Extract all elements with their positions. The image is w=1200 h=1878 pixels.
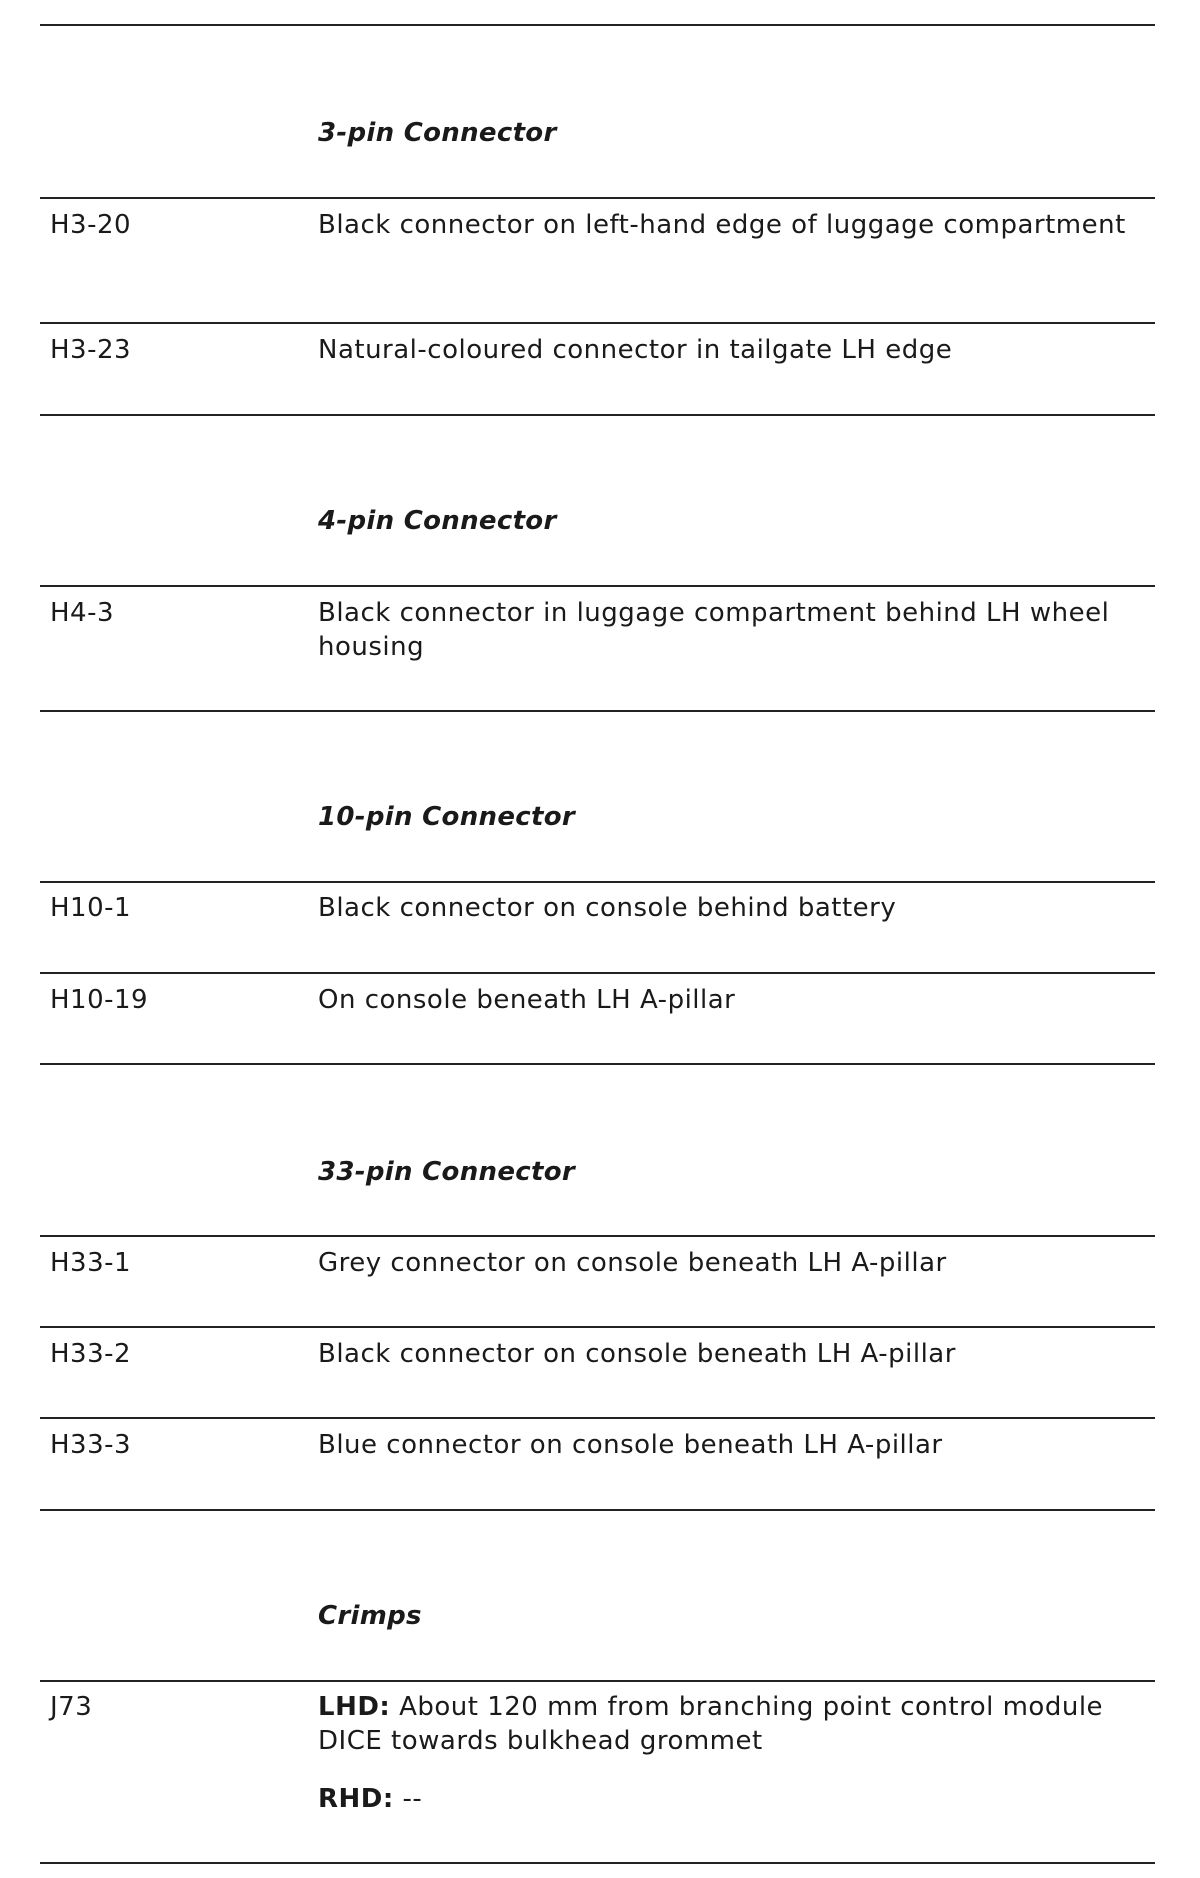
divider xyxy=(40,710,1155,712)
rhd-text: -- xyxy=(402,1784,423,1814)
section-heading-4-pin: 4-pin Connector xyxy=(318,506,557,536)
connector-code: H33-3 xyxy=(50,1430,132,1460)
lhd-label: LHD: xyxy=(318,1692,391,1722)
divider xyxy=(40,1417,1155,1419)
connector-description: On console beneath LH A-pillar xyxy=(318,985,736,1015)
divider xyxy=(40,1063,1155,1065)
divider xyxy=(40,414,1155,416)
section-heading-3-pin: 3-pin Connector xyxy=(318,118,557,148)
divider xyxy=(40,585,1155,587)
connector-description: Black connector in luggage compartment behind LH wheel housing xyxy=(318,598,1110,662)
lhd-text: About 120 mm from branching point control module DICE towards bulkhead grommet xyxy=(318,1692,1104,1756)
connector-description: Natural-coloured connector in tailgate LH edge xyxy=(318,335,953,365)
crimp-code: J73 xyxy=(50,1692,93,1722)
divider xyxy=(40,972,1155,974)
connector-description: Blue connector on console beneath LH A-pillar xyxy=(318,1430,943,1460)
connector-code: H10-1 xyxy=(50,893,132,923)
divider xyxy=(40,1862,1155,1864)
divider xyxy=(40,881,1155,883)
connector-code: H4-3 xyxy=(50,598,115,628)
connector-description: Black connector on console behind battery xyxy=(318,893,897,923)
connector-code: H10-19 xyxy=(50,985,149,1015)
connector-description: Black connector on left-hand edge of luggage compartment xyxy=(318,210,1126,240)
connector-description: Black connector on console beneath LH A-pillar xyxy=(318,1339,956,1369)
divider xyxy=(40,1509,1155,1511)
rhd-label: RHD: xyxy=(318,1784,394,1814)
connector-code: H33-1 xyxy=(50,1248,132,1278)
divider xyxy=(40,1680,1155,1682)
section-heading-crimps: Crimps xyxy=(318,1601,422,1631)
rhd-note xyxy=(318,1782,1148,1816)
connector-code: H3-23 xyxy=(50,335,132,365)
divider xyxy=(40,1326,1155,1328)
section-heading-10-pin: 10-pin Connector xyxy=(318,802,575,832)
divider xyxy=(40,322,1155,324)
crimp-description xyxy=(318,1690,1148,1840)
section-heading-33-pin: 33-pin Connector xyxy=(318,1157,575,1187)
connector-code: H3-20 xyxy=(50,210,132,240)
divider xyxy=(40,1235,1155,1237)
divider xyxy=(40,24,1155,26)
divider xyxy=(40,197,1155,199)
connector-description: Grey connector on console beneath LH A-pillar xyxy=(318,1248,947,1278)
lhd-note xyxy=(318,1690,1148,1758)
connector-code: H33-2 xyxy=(50,1339,132,1369)
